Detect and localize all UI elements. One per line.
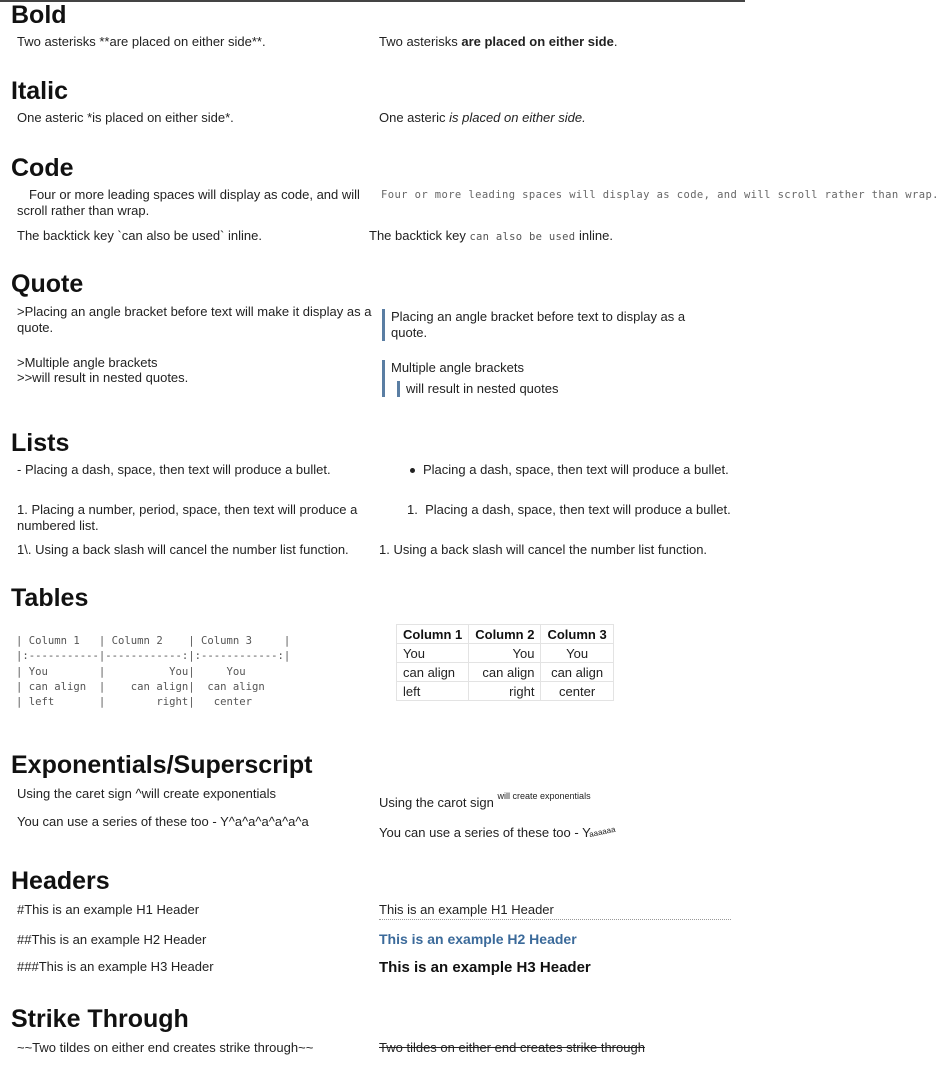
inline-code-markdown-example: The backtick key `can also be used` inline. — [17, 228, 262, 243]
h2-markdown-example: ##This is an example H2 Header — [17, 932, 207, 947]
quote-markdown-example: >Placing an angle bracket before text will make it display as a quote. — [17, 304, 372, 335]
table-row — [397, 682, 614, 701]
section-title-lists: Lists — [11, 429, 70, 457]
table-cell: left — [397, 682, 469, 701]
section-title-tables: Tables — [11, 584, 89, 612]
section-title-exponentials: Exponentials/Superscript — [11, 751, 313, 779]
series-superscript-rendered-example: You can use a series of these too - Yaaaaaa — [379, 825, 617, 843]
superscript-text: will create exponentials — [497, 791, 591, 801]
table-cell: You — [397, 644, 469, 663]
table-row — [397, 663, 614, 682]
h1-markdown-example: #This is an example H1 Header — [17, 902, 200, 917]
series-superscript-markdown-example: You can use a series of these too - Y^a^a^a^a^a^a — [17, 814, 309, 829]
h3-markdown-example: ###This is an example H3 Header — [17, 959, 214, 974]
escaped-number-markdown-example: 1\. Using a back slash will cancel the number list function. — [17, 542, 349, 557]
section-title-italic: Italic — [11, 77, 68, 105]
nested-quote-markdown-line2: >>will result in nested quotes. — [17, 370, 189, 385]
table-cell: right — [469, 682, 541, 701]
table-cell: can align — [541, 663, 613, 682]
table-markdown-source: | Column 1 | Column 2 | Column 3 | |:-----------|------------:|:------------:| | You | You| You | can align | can align| can align | left | right| center — [16, 635, 291, 709]
bold-markdown-example: Two asterisks **are placed on either side**. — [17, 34, 266, 49]
nested-quote-inner: will result in nested quotes — [397, 381, 691, 397]
blockquote-rendered: Placing an angle bracket before text to display as a quote. — [382, 309, 691, 341]
italic-markdown-example: One asteric *is placed on either side*. — [17, 110, 234, 125]
bullet-icon — [410, 468, 415, 473]
table-header-row — [397, 625, 614, 644]
escaped-number-rendered-example: 1. Using a back slash will cancel the number list function. — [379, 542, 708, 557]
section-title-quote: Quote — [11, 270, 84, 298]
table-header-cell: Column 1 — [397, 625, 469, 644]
nested-quote-markdown-line1: >Multiple angle brackets — [17, 355, 158, 370]
code-block-rendered-example: Four or more leading spaces will display as code, and will scroll rather than wrap. — [381, 189, 939, 201]
h3-rendered-example: This is an example H3 Header — [379, 959, 591, 976]
nested-blockquote-rendered — [382, 360, 691, 397]
series-superscript-text: aaaaaa — [588, 824, 617, 840]
code-block-markdown-example: Four or more leading spaces will display as code, and will scroll rather than wrap. — [17, 187, 360, 218]
table-cell: You — [469, 644, 541, 663]
h2-rendered-example: This is an example H2 Header — [379, 931, 577, 947]
strike-rendered-example: Two tildes on either end creates strike through — [379, 1040, 645, 1055]
numbered-list-rendered-item: 1. Placing a dash, space, then text will produce a bullet. — [407, 502, 731, 517]
table-cell: You — [541, 644, 613, 663]
section-title-strike-through: Strike Through — [11, 1005, 189, 1033]
section-title-code: Code — [11, 154, 74, 182]
nested-quote-outer-text: Multiple angle brackets — [391, 360, 524, 375]
section-title-bold: Bold — [11, 1, 67, 29]
table-cell: center — [541, 682, 613, 701]
inline-code-rendered-example: The backtick key can also be used inline. — [369, 228, 613, 243]
bullet-list-markdown-example: - Placing a dash, space, then text will produce a bullet. — [17, 462, 331, 477]
superscript-rendered-example: Using the carot sign $^{will create exponentials}$ — [379, 791, 591, 810]
table-cell: can align — [397, 663, 469, 682]
table-header-cell: Column 2 — [469, 625, 541, 644]
rendered-table — [396, 624, 614, 701]
h1-underline — [379, 919, 731, 920]
top-border — [0, 0, 745, 2]
superscript-markdown-example: Using the caret sign ^will create exponentials — [17, 786, 277, 801]
bold-rendered-example: Two asterisks are placed on either side. — [379, 34, 618, 49]
table-header-cell: Column 3 — [541, 625, 613, 644]
table-cell: can align — [469, 663, 541, 682]
numbered-list-markdown-example: 1. Placing a number, period, space, then text will produce a numbered list. — [17, 502, 358, 533]
section-title-headers: Headers — [11, 867, 110, 895]
table-row — [397, 644, 614, 663]
h1-rendered-example: This is an example H1 Header — [379, 902, 554, 917]
strike-markdown-example: ~~Two tildes on either end creates strike through~~ — [17, 1040, 314, 1055]
bullet-list-rendered-item: Placing a dash, space, then text will produce a bullet. — [410, 462, 729, 478]
italic-rendered-example: One asteric is placed on either side. — [379, 110, 586, 125]
inline-code-span: can also be used — [469, 231, 576, 243]
